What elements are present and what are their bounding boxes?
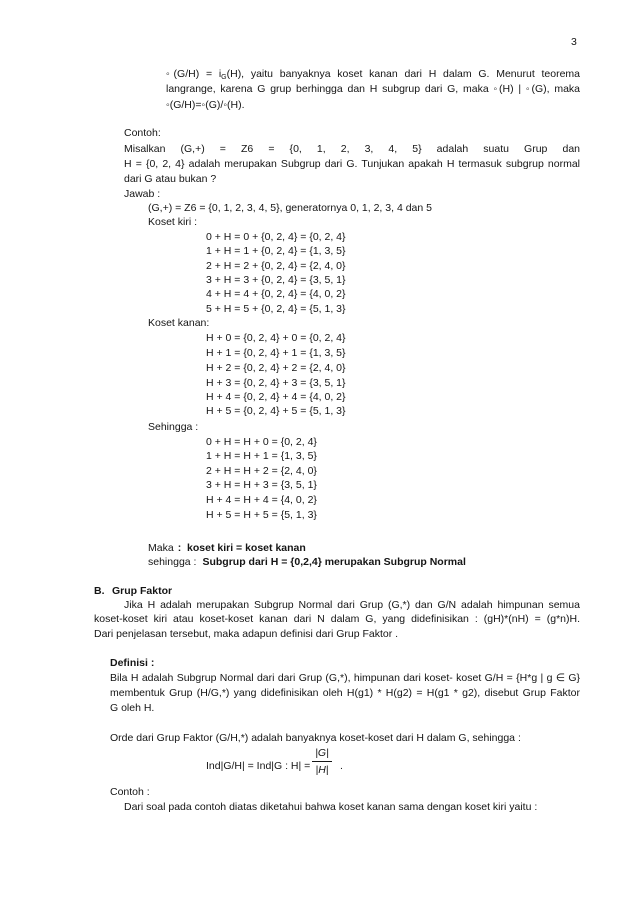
intro-line-1-start: ◦(G/H) = i: [166, 68, 222, 80]
right-coset-line: H + 3 = {0, 2, 4} + 3 = {3, 5, 1}: [206, 377, 346, 389]
comparison-line: 2 + H = H + 2 = {2, 4, 0}: [206, 465, 317, 477]
left-coset-line: 5 + H = 5 + {0, 2, 4} = {5, 1, 3}: [206, 303, 346, 315]
left-coset-line: 2 + H = 2 + {0, 2, 4} = {2, 4, 0}: [206, 260, 346, 272]
order-text: Orde dari Grup Faktor (G/H,*) adalah banyaknya koset-koset dari H dalam G, sehingga :: [110, 732, 521, 744]
comparison-label: Sehingga :: [148, 421, 199, 433]
right-cosets-label: Koset kanan:: [148, 317, 210, 329]
conclusion-label: sehingga :: [148, 556, 197, 568]
example-question-line: H = {0, 2, 4} adalah merupakan Subgrup dari G. Tunjukan apakah H termasuk subgrup normal: [124, 158, 580, 170]
fraction-denominator: |H|: [315, 764, 329, 776]
intro-line-3: ◦(G/H)=◦(G)/◦(H).: [166, 99, 245, 111]
example-question-line: Misalkan (G,+) = Z6 = {0, 1, 2, 3, 4, 5} adalah suatu Grup dan: [124, 143, 580, 155]
example-b-text: Dari soal pada contoh diatas diketahui bahwa koset kanan sama dengan koset kiri yaitu :: [124, 801, 538, 813]
section-title: Grup Faktor: [112, 585, 173, 597]
right-coset-line: H + 1 = {0, 2, 4} + 1 = {1, 3, 5}: [206, 347, 346, 359]
page-number: 3: [571, 36, 577, 48]
definition-line: Bila H adalah Subgrup Normal dari dari Grup (G,*), himpunan dari koset- koset G/H = {H*g | g ∈ G}: [110, 672, 580, 684]
right-coset-line: H + 5 = {0, 2, 4} + 5 = {5, 1, 3}: [206, 405, 346, 417]
intro-line-1: [166, 68, 580, 81]
formula-fraction: [312, 747, 332, 777]
conclusion-line: [148, 556, 466, 569]
example-question-line: dari G atau bukan ?: [124, 173, 217, 185]
intro-line-1-end: (H), yaitu banyaknya koset kanan dari H dalam G. Menurut teorema: [226, 68, 580, 80]
left-coset-line: 1 + H = 1 + {0, 2, 4} = {1, 3, 5}: [206, 245, 346, 257]
left-coset-line: 4 + H = 4 + {0, 2, 4} = {4, 0, 2}: [206, 288, 346, 300]
comparison-line: 3 + H = H + 3 = {3, 5, 1}: [206, 479, 317, 491]
fraction-numerator: |G|: [315, 747, 329, 759]
group-definition: (G,+) = Z6 = {0, 1, 2, 3, 4, 5}, generatornya 0, 1, 2, 3, 4 dan 5: [148, 202, 432, 214]
definition-line: membentuk Grup (H/G,*) yang didefinisikan oleh H(g1) * H(g2) = H(g1 * g2), disebut Grup Faktor: [110, 687, 580, 699]
section-number: B.: [94, 585, 105, 597]
formula-end: .: [340, 760, 343, 772]
comparison-line: H + 4 = H + 4 = {4, 0, 2}: [206, 494, 317, 506]
example-heading: Contoh:: [124, 127, 161, 139]
left-cosets-label: Koset kiri :: [148, 216, 198, 228]
right-coset-line: H + 4 = {0, 2, 4} + 4 = {4, 0, 2}: [206, 391, 346, 403]
conclusion-statement: : koset kiri = koset kanan: [177, 542, 306, 554]
comparison-line: H + 5 = H + 5 = {5, 1, 3}: [206, 509, 317, 521]
section-paragraph-line: Jika H adalah merupakan Subgrup Normal dari Grup (G,*) dan G/N adalah himpunan semua: [124, 599, 580, 611]
fraction-bar: [312, 761, 332, 762]
conclusion-statement: Subgrup dari H = {0,2,4} merupakan Subgrup Normal: [202, 556, 466, 568]
index-subscript: G: [221, 74, 227, 81]
right-coset-line: H + 0 = {0, 2, 4} + 0 = {0, 2, 4}: [206, 332, 346, 344]
intro-line-2: langrange, karena G grup berhingga dan H subgrup dari G, maka ◦(H) | ◦(G), maka: [166, 83, 580, 95]
section-paragraph-line: koset-koset kiri atau koset-koset kanan dari N dalam G, yang didefinisikan : (gH)*(nH) = (g*n)H.: [94, 613, 580, 625]
comparison-line: 0 + H = H + 0 = {0, 2, 4}: [206, 436, 317, 448]
definition-heading: Definisi :: [110, 657, 155, 669]
definition-line: G oleh H.: [110, 702, 155, 714]
conclusion-line: [148, 542, 306, 555]
answer-label: Jawab :: [124, 188, 161, 200]
section-paragraph-line: Dari penjelasan tersebut, maka adapun definisi dari Grup Faktor .: [94, 628, 399, 640]
conclusion-label: Maka: [148, 542, 174, 554]
right-coset-line: H + 2 = {0, 2, 4} + 2 = {2, 4, 0}: [206, 362, 346, 374]
formula-lhs: Ind|G/H| = Ind|G : H| =: [206, 760, 311, 772]
example-b-heading: Contoh :: [110, 786, 150, 798]
comparison-line: 1 + H = H + 1 = {1, 3, 5}: [206, 450, 317, 462]
left-coset-line: 0 + H = 0 + {0, 2, 4} = {0, 2, 4}: [206, 231, 346, 243]
left-coset-line: 3 + H = 3 + {0, 2, 4} = {3, 5, 1}: [206, 274, 346, 286]
